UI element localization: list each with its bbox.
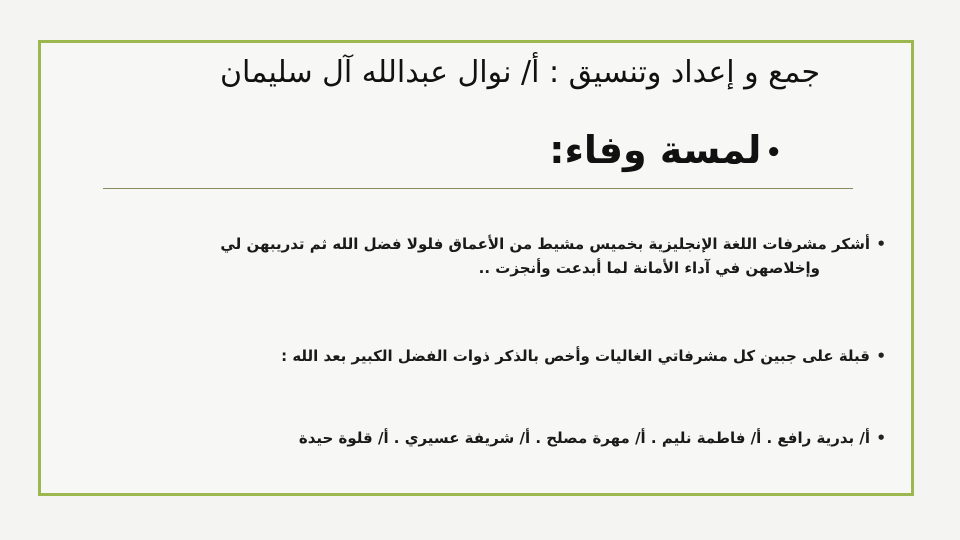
bullet-item	[60, 426, 886, 450]
bullet-text-line: أ/ بدرية رافع . أ/ فاطمة نليم . أ/ مهرة مصلح . أ/ شريفة عسيري . أ/ قلوة حيدة	[298, 429, 870, 447]
section-title	[549, 128, 782, 172]
bullet-item	[60, 232, 886, 280]
bullet-icon: •	[876, 347, 886, 365]
slide-header: جمع و إعداد وتنسيق : أ/ نوال عبدالله آل سليمان	[219, 55, 820, 90]
bullet-text-line: أشكر مشرفات اللغة الإنجليزية بخميس مشيط من الأعماق فلولا فضل الله ثم تدريبهن لي	[220, 235, 870, 253]
bullet-text-line: قبلة على جبين كل مشرفاتي الغاليات وأخص بالذكر ذوات الفضل الكبير بعد الله :	[281, 347, 870, 365]
bullet-icon: •	[876, 429, 886, 447]
bullet-icon: •	[876, 235, 886, 253]
section-title-text: لمسة وفاء:	[549, 128, 762, 172]
bullet-item	[60, 344, 886, 368]
bullet-text-line: وإخلاصهن في آداء الأمانة لما أبدعت وأنجزت ..	[478, 259, 820, 277]
title-bullet-icon: •	[765, 137, 782, 168]
divider-line	[103, 188, 853, 189]
